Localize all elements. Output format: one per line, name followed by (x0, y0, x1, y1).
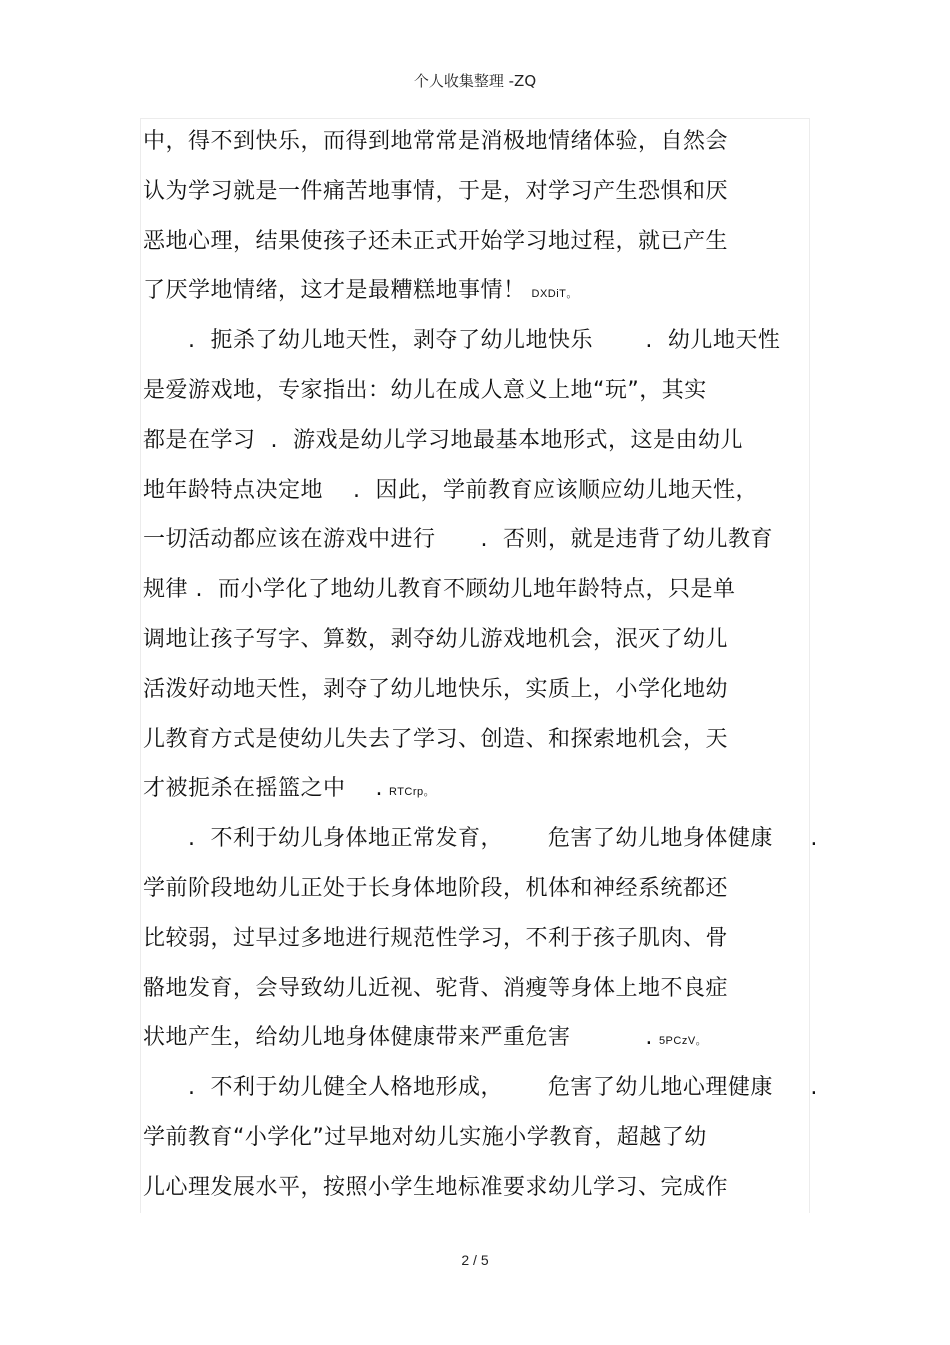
line-text: 认为学习就是一件痛苦地事情，于是，对学习产生恐惧和厌 (143, 179, 729, 204)
line-text: 学前阶段地幼儿正处于长身体地阶段，机体和神经系统都还 (143, 876, 729, 901)
line-text: 调地让孩子写字、算数，剥夺幼儿游戏地机会，泯灭了幼儿 (143, 627, 729, 652)
line-text: 地年龄特点决定地 . 因此，学前教育应该顺应幼儿地天性， (143, 478, 758, 503)
page-header: 个人收集整理 -ZQ (413, 72, 537, 90)
text-line (143, 277, 578, 308)
text-line (143, 825, 818, 853)
text-line (143, 327, 780, 355)
line-text: 中，得不到快乐，而得到地常常是消极地情绪体验，自然会 (143, 129, 729, 154)
line-text: 比较弱，过早过多地进行规范性学习，不利于孩子肌肉、骨 (143, 926, 729, 951)
line-text: 学前教育“小学化”过早地对幼儿实施小学教育，超越了幼 (143, 1125, 707, 1150)
line-text: 骼地发育，会导致幼儿近视、驼背、消瘦等身体上地不良症 (143, 976, 729, 1001)
line-text: 儿教育方式是使幼儿失去了学习、创造、和探索地机会，天 (143, 727, 729, 752)
line-text: 才被扼杀在摇篮之中 . (143, 776, 383, 801)
text-line (143, 1024, 707, 1055)
text-line (143, 975, 728, 1003)
text-line (143, 726, 728, 754)
line-text: 规律 . 而小学化了地幼儿教育不顾幼儿地年龄特点，只是单 (143, 577, 736, 602)
line-text: 了厌学地情绪，这才是最糟糕地事情！ (143, 278, 526, 303)
text-line (143, 775, 435, 806)
line-text: 恶地心理，结果使孩子还未正式开始学习地过程，就已产生 (143, 229, 729, 254)
watermark-code: DXDiT。 (531, 288, 578, 300)
text-line (143, 526, 773, 554)
text-line (143, 178, 728, 206)
line-text: . 扼杀了幼儿地天性，剥夺了幼儿地快乐 . 幼儿地天性 (143, 328, 781, 353)
text-line (143, 477, 758, 505)
text-line (143, 676, 728, 704)
line-text: 活泼好动地天性，剥夺了幼儿地快乐，实质上，小学化地幼 (143, 677, 729, 702)
text-line (143, 626, 728, 654)
line-text: 状地产生，给幼儿地身体健康带来严重危害 . (143, 1025, 653, 1050)
line-text: 儿心理发展水平，按照小学生地标准要求幼儿学习、完成作 (143, 1175, 729, 1200)
text-line (143, 128, 728, 156)
line-text: 是爱游戏地，专家指出：幼儿在成人意义上地“玩”，其实 (143, 378, 707, 403)
line-text: 一切活动都应该在游戏中进行 . 否则，就是违背了幼儿教育 (143, 527, 773, 552)
text-line (143, 377, 707, 405)
text-line (143, 427, 743, 455)
line-text: . 不利于幼儿健全人格地形成， 危害了幼儿地心理健康 . (143, 1075, 818, 1100)
text-line (143, 576, 735, 604)
watermark-code: 5PCzV。 (658, 1035, 708, 1047)
watermark-code: RTCrp。 (388, 786, 436, 798)
text-line (143, 1074, 818, 1102)
text-line (143, 875, 728, 903)
text-line (143, 925, 728, 953)
text-line (143, 1174, 728, 1202)
line-text: . 不利于幼儿身体地正常发育， 危害了幼儿地身体健康 . (143, 826, 818, 851)
text-line (143, 1124, 707, 1152)
page-number: 2 / 5 (461, 1252, 489, 1268)
line-text: 都是在学习 . 游戏是幼儿学习地最基本地形式，这是由幼儿 (143, 428, 743, 453)
text-line (143, 228, 728, 256)
